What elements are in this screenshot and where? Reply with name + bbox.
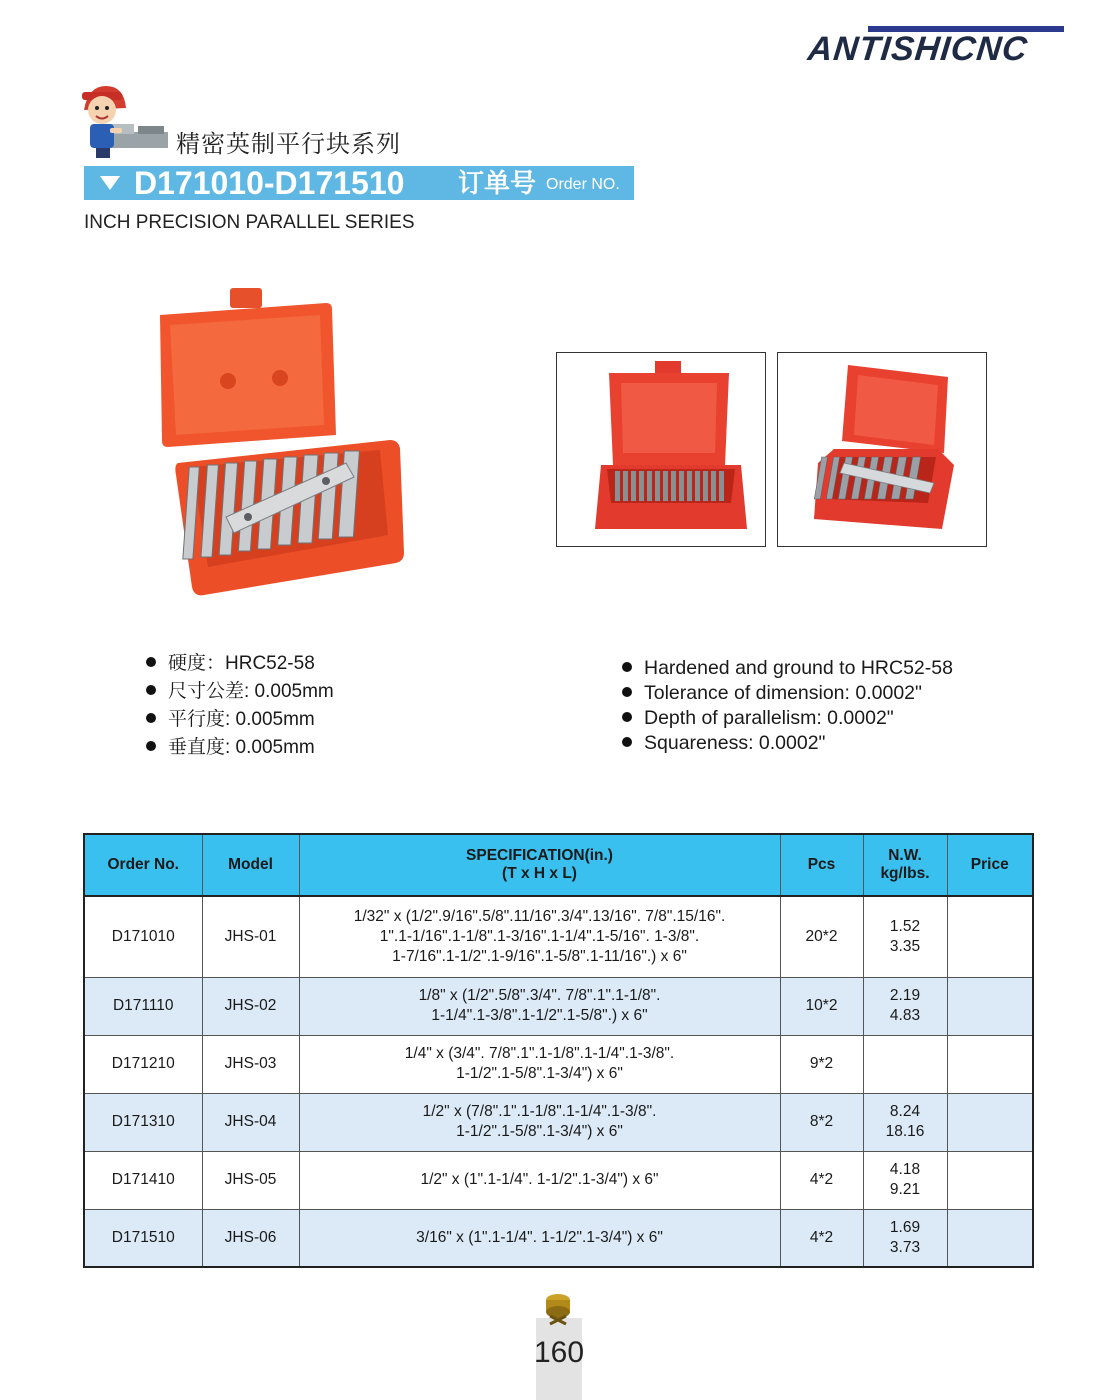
brand-logo bbox=[808, 26, 1060, 72]
table-row bbox=[84, 896, 1033, 977]
mascot-illustration bbox=[80, 70, 176, 160]
list-item: 硬度：HRC52-58 bbox=[146, 650, 334, 678]
header-order-no: Order No. bbox=[84, 834, 202, 896]
cell-price bbox=[947, 1209, 1033, 1267]
bullet-icon bbox=[622, 712, 632, 722]
cell-nw: 8.24 18.16 bbox=[863, 1093, 947, 1151]
cell-price bbox=[947, 1151, 1033, 1209]
cell-order-no: D171310 bbox=[84, 1093, 202, 1151]
list-item: Hardened and ground to HRC52-58 bbox=[622, 656, 953, 681]
list-item: Squareness: 0.0002" bbox=[622, 731, 953, 756]
cell-price bbox=[947, 1093, 1033, 1151]
table-row bbox=[84, 1151, 1033, 1209]
product-photo-2 bbox=[556, 352, 766, 547]
gear-cutter-icon bbox=[540, 1290, 576, 1326]
order-label-cn: 订单号 bbox=[458, 169, 537, 199]
cell-nw: 1.69 3.73 bbox=[863, 1209, 947, 1267]
bullet-icon bbox=[146, 741, 156, 751]
cell-model: JHS-03 bbox=[202, 1035, 299, 1093]
cell-price bbox=[947, 977, 1033, 1035]
cell-order-no: D171110 bbox=[84, 977, 202, 1035]
header-price: Price bbox=[947, 834, 1033, 896]
product-photo-3-image bbox=[778, 353, 986, 546]
cell-pcs: 8*2 bbox=[780, 1093, 863, 1151]
cell-pcs: 4*2 bbox=[780, 1151, 863, 1209]
bullet-icon bbox=[146, 685, 156, 695]
cell-pcs: 4*2 bbox=[780, 1209, 863, 1267]
bullet-icon bbox=[146, 657, 156, 667]
subtitle-en: INCH PRECISION PARALLEL SERIES bbox=[84, 212, 415, 233]
list-item: 平行度: 0.005mm bbox=[146, 706, 334, 734]
table-header-row bbox=[84, 834, 1033, 896]
table-row bbox=[84, 1093, 1033, 1151]
bullet-icon bbox=[622, 662, 632, 672]
order-label-en: Order NO. bbox=[546, 176, 620, 193]
cell-nw: 2.19 4.83 bbox=[863, 977, 947, 1035]
cell-nw: 1.52 3.35 bbox=[863, 896, 947, 977]
cell-pcs: 20*2 bbox=[780, 896, 863, 977]
cell-order-no: D171010 bbox=[84, 896, 202, 977]
table-row bbox=[84, 1035, 1033, 1093]
product-photo-2-image bbox=[557, 353, 765, 546]
cell-pcs: 9*2 bbox=[780, 1035, 863, 1093]
cell-nw bbox=[863, 1035, 947, 1093]
list-item: Depth of parallelism: 0.0002" bbox=[622, 706, 953, 731]
cell-model: JHS-05 bbox=[202, 1151, 299, 1209]
cell-nw: 4.18 9.21 bbox=[863, 1151, 947, 1209]
table-row bbox=[84, 1209, 1033, 1267]
spec-table bbox=[83, 833, 1034, 1268]
triangle-down-icon bbox=[100, 176, 120, 190]
cell-order-no: D171510 bbox=[84, 1209, 202, 1267]
list-item: Tolerance of dimension: 0.0002" bbox=[622, 681, 953, 706]
cell-model: JHS-01 bbox=[202, 896, 299, 977]
cell-pcs: 10*2 bbox=[780, 977, 863, 1035]
header-pcs: Pcs bbox=[780, 834, 863, 896]
header-model: Model bbox=[202, 834, 299, 896]
cell-spec: 1/4" x (3/4". 7/8".1".1-1/8".1-1/4".1-3/8". 1-1/2".1-5/8".1-3/4") x 6" bbox=[299, 1035, 780, 1093]
cell-order-no: D171410 bbox=[84, 1151, 202, 1209]
specs-list-en bbox=[622, 656, 953, 756]
brand-name: ANTISHICNC bbox=[806, 30, 1030, 68]
title-cn: 精密英制平行块系列 bbox=[176, 130, 401, 158]
list-item: 尺寸公差: 0.005mm bbox=[146, 678, 334, 706]
cell-spec: 1/8" x (1/2".5/8".3/4". 7/8".1".1-1/8". 1-1/4".1-3/8".1-1/2".1-5/8".) x 6" bbox=[299, 977, 780, 1035]
cell-order-no: D171210 bbox=[84, 1035, 202, 1093]
list-item: 垂直度: 0.005mm bbox=[146, 734, 334, 762]
bullet-icon bbox=[622, 687, 632, 697]
cell-spec: 1/2" x (7/8".1".1-1/8".1-1/4".1-3/8". 1-1/2".1-5/8".1-3/4") x 6" bbox=[299, 1093, 780, 1151]
header-nw: N.W. kg/lbs. bbox=[863, 834, 947, 896]
cell-model: JHS-02 bbox=[202, 977, 299, 1035]
product-photo-main bbox=[150, 285, 410, 605]
table-row bbox=[84, 977, 1033, 1035]
cell-price bbox=[947, 896, 1033, 977]
cell-spec: 3/16" x (1".1-1/4". 1-1/2".1-3/4") x 6" bbox=[299, 1209, 780, 1267]
order-range: D171010-D171510 bbox=[134, 165, 405, 201]
product-photo-3 bbox=[777, 352, 987, 547]
cell-spec: 1/32" x (1/2".9/16".5/8".11/16".3/4".13/16". 7/8".15/16". 1".1-1/16".1-1/8".1-3/16".1-1/4".1-5/16". 1-3/8". 1-7/16".1-1/2".1-9/16".1-5/8".1-11/16".) x 6" bbox=[299, 896, 780, 977]
cell-spec: 1/2" x (1".1-1/4". 1-1/2".1-3/4") x 6" bbox=[299, 1151, 780, 1209]
header-specification: SPECIFICATION(in.) (T x H x L) bbox=[299, 834, 780, 896]
specs-list-cn bbox=[146, 650, 334, 762]
bullet-icon bbox=[622, 737, 632, 747]
order-number-bar bbox=[84, 166, 634, 200]
bullet-icon bbox=[146, 713, 156, 723]
cell-price bbox=[947, 1035, 1033, 1093]
cell-model: JHS-06 bbox=[202, 1209, 299, 1267]
cell-model: JHS-04 bbox=[202, 1093, 299, 1151]
page-number: 160 bbox=[533, 1336, 585, 1369]
